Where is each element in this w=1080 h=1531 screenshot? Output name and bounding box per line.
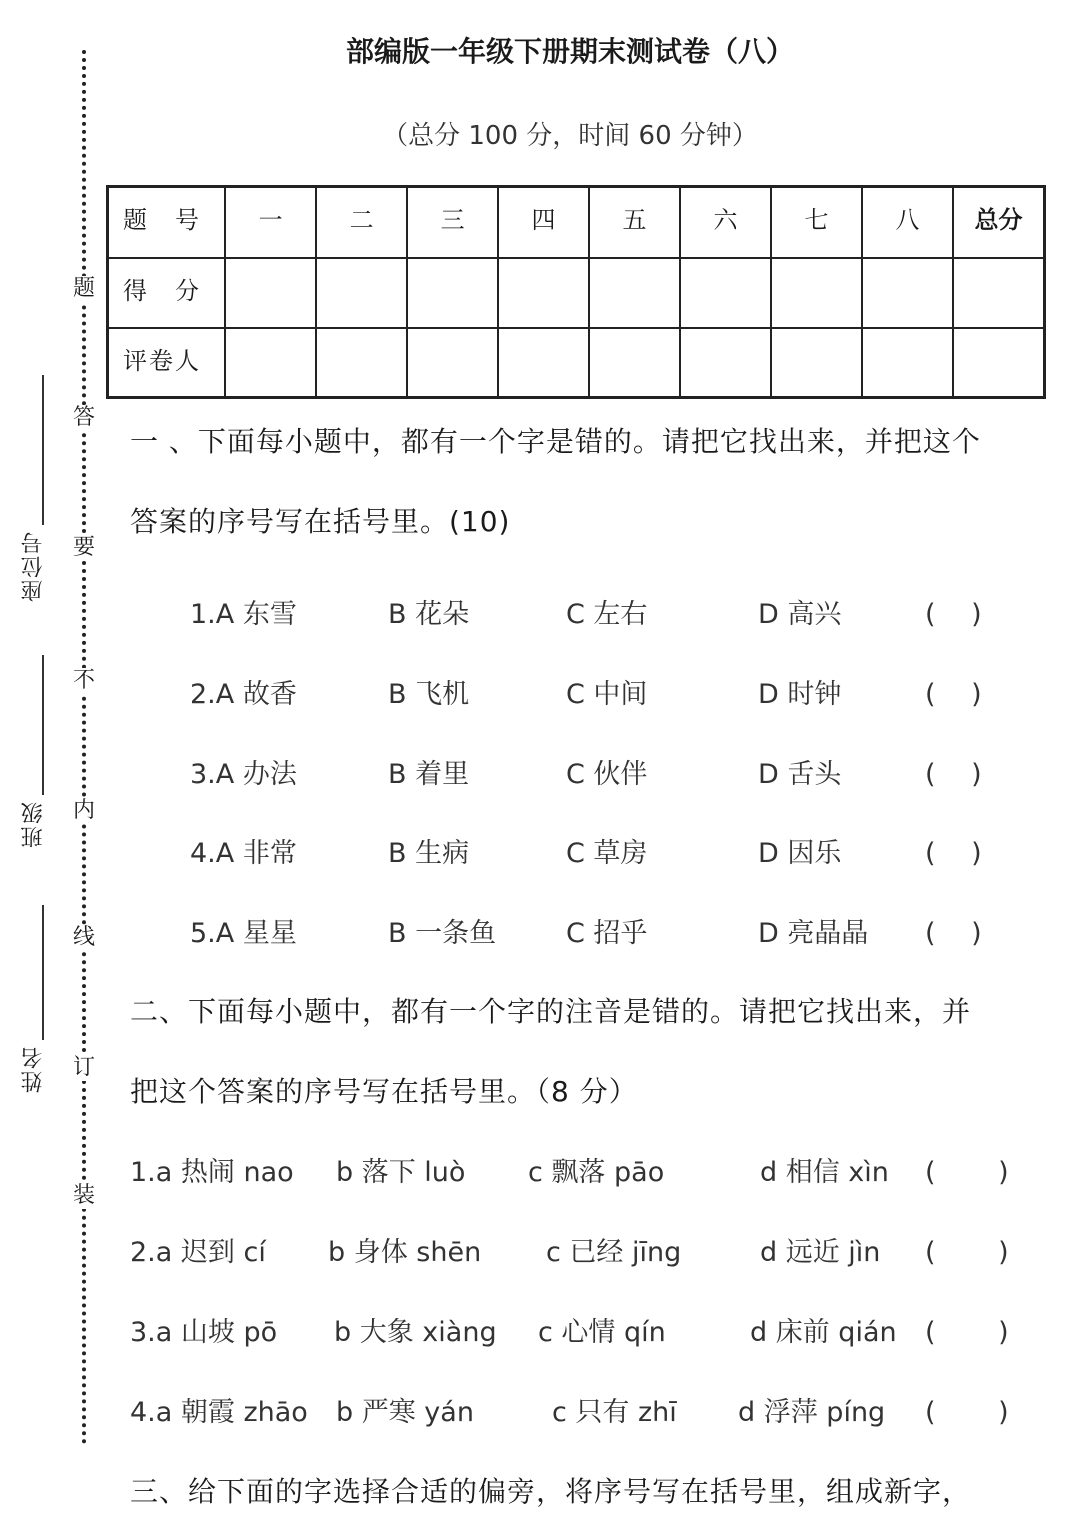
- option-b: b 大象 xiàng: [334, 1317, 497, 1348]
- name-label: 姓名: [21, 1045, 46, 1093]
- score-input-cell[interactable]: [862, 258, 953, 328]
- page-subtitle: （总分 100 分，时间 60 分钟）: [382, 121, 758, 151]
- option-b: B 生病: [388, 838, 470, 869]
- answer-blank[interactable]: ( ): [925, 759, 982, 790]
- margin-char-ti: 题: [64, 276, 104, 302]
- grader-input-cell[interactable]: [680, 328, 771, 398]
- answer-blank[interactable]: ( ): [925, 1317, 1009, 1348]
- section2-item: [0, 1230, 1080, 1270]
- option-c: C 招乎: [566, 918, 648, 949]
- option-c: c 只有 zhī: [552, 1397, 677, 1428]
- option-c: c 心情 qín: [538, 1317, 666, 1348]
- grader-input-cell[interactable]: [862, 328, 953, 398]
- header-cell: 六: [680, 187, 771, 258]
- answer-blank[interactable]: ( ): [925, 1157, 1009, 1188]
- score-input-cell[interactable]: [498, 258, 589, 328]
- score-row: [108, 258, 1045, 328]
- grader-input-cell[interactable]: [498, 328, 589, 398]
- option-a: 4.a 朝霞 zhāo: [130, 1397, 308, 1428]
- seat-number-label: 座位号: [21, 530, 46, 602]
- option-c: c 已经 jīng: [546, 1237, 682, 1268]
- score-input-cell[interactable]: [953, 258, 1045, 328]
- header-cell: 二: [316, 187, 407, 258]
- option-d: d 远近 jìn: [760, 1237, 881, 1268]
- section3-heading-line1: 三、给下面的字选择合适的偏旁，将序号写在括号里，组成新字，: [130, 1475, 972, 1508]
- header-cell: 一: [225, 187, 316, 258]
- grader-input-cell[interactable]: [316, 328, 407, 398]
- option-b: b 身体 shēn: [328, 1237, 482, 1268]
- option-d: D 舌头: [758, 759, 842, 790]
- page-title: 部编版一年级下册期末测试卷（八）: [345, 35, 794, 68]
- margin-char-xian: 线: [64, 925, 104, 951]
- option-d: D 因乐: [758, 838, 842, 869]
- option-a: 1.A 东雪: [190, 599, 297, 630]
- score-table-header-row: [108, 187, 1045, 258]
- answer-blank[interactable]: ( ): [925, 838, 982, 869]
- option-a: 3.a 山坡 pō: [130, 1317, 278, 1348]
- margin-char-yao: 要: [64, 535, 104, 561]
- option-d: D 时钟: [758, 679, 842, 710]
- grader-input-cell[interactable]: [407, 328, 498, 398]
- option-c: C 草房: [566, 838, 648, 869]
- grader-input-cell[interactable]: [589, 328, 680, 398]
- score-input-cell[interactable]: [316, 258, 407, 328]
- answer-blank[interactable]: ( ): [925, 599, 982, 630]
- header-cell: 总分: [953, 187, 1045, 258]
- option-a: 4.A 非常: [190, 838, 297, 869]
- section1-item: [0, 831, 1080, 871]
- margin-char-bu: 不: [64, 668, 104, 694]
- option-a: 2.a 迟到 cí: [130, 1237, 266, 1268]
- section1-item: [0, 592, 1080, 632]
- grader-input-cell[interactable]: [771, 328, 862, 398]
- answer-blank[interactable]: ( ): [925, 1237, 1009, 1268]
- grader-input-cell[interactable]: [225, 328, 316, 398]
- option-a: 1.a 热闹 nao: [130, 1157, 294, 1188]
- option-d: D 亮晶晶: [758, 918, 869, 949]
- answer-blank[interactable]: ( ): [925, 1397, 1009, 1428]
- score-input-cell[interactable]: [225, 258, 316, 328]
- section2-item: [0, 1150, 1080, 1190]
- section2-item: [0, 1390, 1080, 1430]
- margin-char-da: 答: [64, 405, 104, 431]
- section1-item: [0, 911, 1080, 951]
- section1-item: [0, 752, 1080, 792]
- option-a: 2.A 故香: [190, 679, 297, 710]
- header-cell: 四: [498, 187, 589, 258]
- option-c: C 中间: [566, 679, 648, 710]
- option-b: B 一条鱼: [388, 918, 497, 949]
- option-a: 5.A 星星: [190, 918, 297, 949]
- margin-char-ding: 订: [64, 1055, 104, 1081]
- option-a: 3.A 办法: [190, 759, 297, 790]
- header-cell: 五: [589, 187, 680, 258]
- section1-heading-line1: 一 、下面每小题中，都有一个字是错的。请把它找出来，并把这个: [130, 425, 981, 458]
- section1-item: [0, 672, 1080, 712]
- option-d: D 高兴: [758, 599, 842, 630]
- margin-char-zhuang: 装: [64, 1183, 104, 1209]
- option-d: d 床前 qián: [750, 1317, 897, 1348]
- option-d: d 浮萍 píng: [738, 1397, 886, 1428]
- option-c: C 左右: [566, 599, 648, 630]
- grader-input-cell[interactable]: [953, 328, 1045, 398]
- section2-heading-line2: 把这个答案的序号写在括号里。（8 分）: [130, 1075, 638, 1108]
- option-b: b 落下 luò: [336, 1157, 466, 1188]
- grader-row-label: 评卷人: [108, 328, 226, 398]
- option-b: B 着里: [388, 759, 470, 790]
- option-c: c 飘落 pāo: [528, 1157, 665, 1188]
- score-table: [106, 185, 1046, 399]
- header-cell: 题 号: [108, 187, 226, 258]
- score-input-cell[interactable]: [771, 258, 862, 328]
- seat-number-underline: [42, 375, 44, 525]
- score-input-cell[interactable]: [589, 258, 680, 328]
- score-input-cell[interactable]: [407, 258, 498, 328]
- header-cell: 八: [862, 187, 953, 258]
- option-b: b 严寒 yán: [336, 1397, 474, 1428]
- header-cell: 七: [771, 187, 862, 258]
- option-c: C 伙伴: [566, 759, 648, 790]
- section2-heading-line1: 二、下面每小题中，都有一个字的注音是错的。请把它找出来，并: [130, 995, 972, 1028]
- section1-heading-line2: 答案的序号写在括号里。(10): [130, 505, 511, 538]
- margin-char-nei: 内: [64, 798, 104, 824]
- section2-item: [0, 1310, 1080, 1350]
- option-d: d 相信 xìn: [760, 1157, 889, 1188]
- answer-blank[interactable]: ( ): [925, 918, 982, 949]
- score-row-label: 得 分: [108, 258, 226, 328]
- option-b: B 飞机: [388, 679, 470, 710]
- header-cell: 三: [407, 187, 498, 258]
- answer-blank[interactable]: ( ): [925, 679, 982, 710]
- class-label: 班级: [21, 800, 46, 848]
- score-input-cell[interactable]: [680, 258, 771, 328]
- option-b: B 花朵: [388, 599, 470, 630]
- grader-row: [108, 328, 1045, 398]
